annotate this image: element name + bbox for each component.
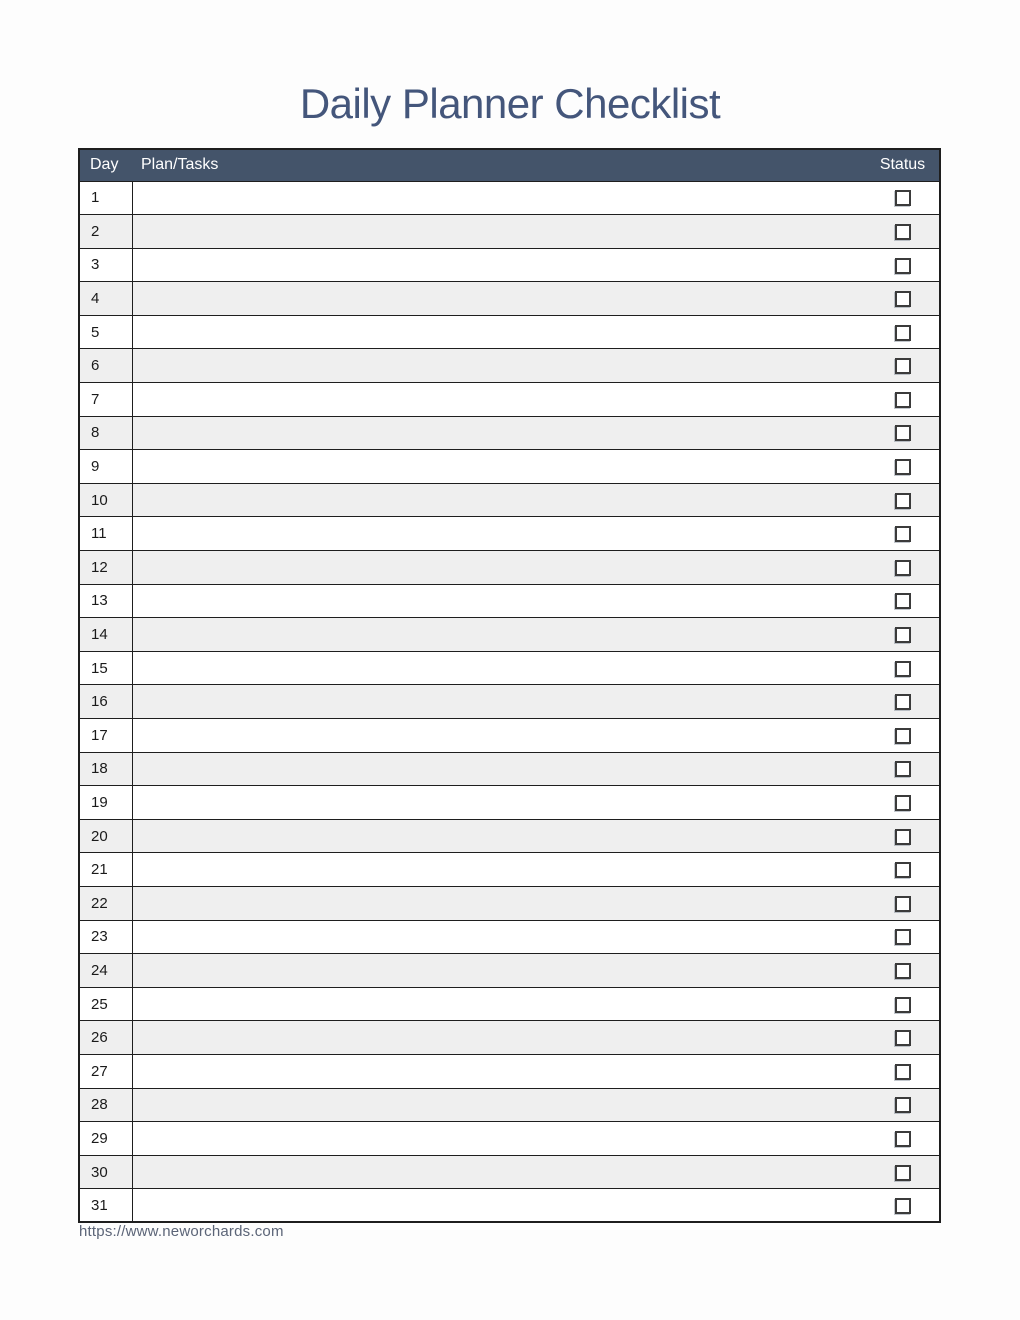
day-cell: 27 <box>79 1054 132 1088</box>
checkbox[interactable] <box>895 661 911 677</box>
table-row <box>79 416 940 450</box>
plan-cell[interactable] <box>132 1088 866 1122</box>
table-row <box>79 517 940 551</box>
column-header-plan: Plan/Tasks <box>132 149 866 181</box>
status-cell <box>866 1155 940 1189</box>
status-cell <box>866 1122 940 1156</box>
checkbox[interactable] <box>895 1064 911 1080</box>
plan-cell[interactable] <box>132 450 866 484</box>
table-row <box>79 1021 940 1055</box>
table-row <box>79 886 940 920</box>
status-cell <box>866 383 940 417</box>
table-row <box>79 215 940 249</box>
plan-cell[interactable] <box>132 1189 866 1223</box>
status-cell <box>866 651 940 685</box>
table-body <box>79 181 940 1222</box>
day-cell: 6 <box>79 349 132 383</box>
plan-cell[interactable] <box>132 483 866 517</box>
table-row <box>79 181 940 215</box>
status-cell <box>866 886 940 920</box>
day-cell: 22 <box>79 886 132 920</box>
status-cell <box>866 819 940 853</box>
table-row <box>79 954 940 988</box>
table-row <box>79 584 940 618</box>
table-row <box>79 1155 940 1189</box>
checkbox[interactable] <box>895 593 911 609</box>
table-row <box>79 819 940 853</box>
status-cell <box>866 954 940 988</box>
day-cell: 23 <box>79 920 132 954</box>
plan-cell[interactable] <box>132 954 866 988</box>
checkbox[interactable] <box>895 627 911 643</box>
plan-cell[interactable] <box>132 1155 866 1189</box>
day-cell: 11 <box>79 517 132 551</box>
table-row <box>79 1054 940 1088</box>
day-cell: 10 <box>79 483 132 517</box>
day-cell: 17 <box>79 719 132 753</box>
plan-cell[interactable] <box>132 987 866 1021</box>
status-cell <box>866 248 940 282</box>
day-cell: 13 <box>79 584 132 618</box>
status-cell <box>866 920 940 954</box>
status-cell <box>866 349 940 383</box>
footer-url: https://www.neworchards.com <box>79 1223 284 1240</box>
day-cell: 3 <box>79 248 132 282</box>
table-row <box>79 786 940 820</box>
plan-cell[interactable] <box>132 886 866 920</box>
day-cell: 29 <box>79 1122 132 1156</box>
status-cell <box>866 1054 940 1088</box>
day-cell: 21 <box>79 853 132 887</box>
plan-cell[interactable] <box>132 248 866 282</box>
checkbox[interactable] <box>895 1030 911 1046</box>
day-cell: 14 <box>79 618 132 652</box>
plan-cell[interactable] <box>132 786 866 820</box>
table-row <box>79 853 940 887</box>
plan-cell[interactable] <box>132 651 866 685</box>
checkbox[interactable] <box>895 829 911 845</box>
plan-cell[interactable] <box>132 1054 866 1088</box>
table-row <box>79 752 940 786</box>
status-cell <box>866 987 940 1021</box>
plan-cell[interactable] <box>132 685 866 719</box>
status-cell <box>866 618 940 652</box>
column-header-status: Status <box>866 149 940 181</box>
day-cell: 30 <box>79 1155 132 1189</box>
checkbox[interactable] <box>895 526 911 542</box>
status-cell <box>866 181 940 215</box>
day-cell: 20 <box>79 819 132 853</box>
status-cell <box>866 517 940 551</box>
plan-cell[interactable] <box>132 920 866 954</box>
checkbox[interactable] <box>895 728 911 744</box>
table-row <box>79 315 940 349</box>
table-row <box>79 618 940 652</box>
day-cell: 1 <box>79 181 132 215</box>
plan-cell[interactable] <box>132 719 866 753</box>
plan-cell[interactable] <box>132 181 866 215</box>
day-cell: 12 <box>79 551 132 585</box>
checkbox[interactable] <box>895 190 911 206</box>
day-cell: 18 <box>79 752 132 786</box>
header-row <box>79 149 940 181</box>
plan-cell[interactable] <box>132 282 866 316</box>
table-row <box>79 282 940 316</box>
status-cell <box>866 315 940 349</box>
table-row <box>79 450 940 484</box>
status-cell <box>866 786 940 820</box>
checkbox[interactable] <box>895 560 911 576</box>
status-cell <box>866 752 940 786</box>
status-cell <box>866 450 940 484</box>
checkbox[interactable] <box>895 1165 911 1181</box>
checkbox[interactable] <box>895 761 911 777</box>
status-cell <box>866 551 940 585</box>
day-cell: 8 <box>79 416 132 450</box>
table-row <box>79 719 940 753</box>
status-cell <box>866 719 940 753</box>
checkbox[interactable] <box>895 224 911 240</box>
plan-cell[interactable] <box>132 349 866 383</box>
status-cell <box>866 853 940 887</box>
checkbox[interactable] <box>895 1097 911 1113</box>
status-cell <box>866 584 940 618</box>
table-row <box>79 920 940 954</box>
checkbox[interactable] <box>895 392 911 408</box>
checkbox[interactable] <box>895 258 911 274</box>
status-cell <box>866 416 940 450</box>
day-cell: 19 <box>79 786 132 820</box>
checkbox[interactable] <box>895 896 911 912</box>
plan-cell[interactable] <box>132 551 866 585</box>
checkbox[interactable] <box>895 325 911 341</box>
checkbox[interactable] <box>895 997 911 1013</box>
day-cell: 25 <box>79 987 132 1021</box>
day-cell: 31 <box>79 1189 132 1223</box>
plan-cell[interactable] <box>132 215 866 249</box>
day-cell: 9 <box>79 450 132 484</box>
table-row <box>79 1122 940 1156</box>
status-cell <box>866 1189 940 1223</box>
plan-cell[interactable] <box>132 853 866 887</box>
day-cell: 4 <box>79 282 132 316</box>
column-header-day: Day <box>79 149 132 181</box>
table-row <box>79 651 940 685</box>
day-cell: 5 <box>79 315 132 349</box>
plan-cell[interactable] <box>132 315 866 349</box>
plan-cell[interactable] <box>132 1122 866 1156</box>
day-cell: 2 <box>79 215 132 249</box>
checkbox[interactable] <box>895 963 911 979</box>
planner-table <box>78 148 941 1223</box>
plan-cell[interactable] <box>132 517 866 551</box>
day-cell: 28 <box>79 1088 132 1122</box>
plan-cell[interactable] <box>132 752 866 786</box>
table-row <box>79 248 940 282</box>
status-cell <box>866 1088 940 1122</box>
status-cell <box>866 282 940 316</box>
checkbox[interactable] <box>895 1131 911 1147</box>
checkbox[interactable] <box>895 291 911 307</box>
checkbox[interactable] <box>895 425 911 441</box>
checkbox[interactable] <box>895 694 911 710</box>
table-row <box>79 1088 940 1122</box>
plan-cell[interactable] <box>132 618 866 652</box>
status-cell <box>866 1021 940 1055</box>
day-cell: 15 <box>79 651 132 685</box>
plan-cell[interactable] <box>132 416 866 450</box>
table-row <box>79 383 940 417</box>
checkbox[interactable] <box>895 795 911 811</box>
table-row <box>79 1189 940 1223</box>
table-row <box>79 987 940 1021</box>
page-title: Daily Planner Checklist <box>299 80 721 127</box>
status-cell <box>866 215 940 249</box>
table-row <box>79 685 940 719</box>
checkbox[interactable] <box>895 358 911 374</box>
day-cell: 26 <box>79 1021 132 1055</box>
plan-cell[interactable] <box>132 819 866 853</box>
table-row <box>79 551 940 585</box>
checkbox[interactable] <box>895 1198 911 1214</box>
checkbox[interactable] <box>895 929 911 945</box>
day-cell: 24 <box>79 954 132 988</box>
table-row <box>79 483 940 517</box>
checkbox[interactable] <box>895 862 911 878</box>
day-cell: 16 <box>79 685 132 719</box>
checkbox[interactable] <box>895 459 911 475</box>
day-cell: 7 <box>79 383 132 417</box>
plan-cell[interactable] <box>132 1021 866 1055</box>
checkbox[interactable] <box>895 493 911 509</box>
plan-cell[interactable] <box>132 584 866 618</box>
table-row <box>79 349 940 383</box>
status-cell <box>866 483 940 517</box>
status-cell <box>866 685 940 719</box>
plan-cell[interactable] <box>132 383 866 417</box>
